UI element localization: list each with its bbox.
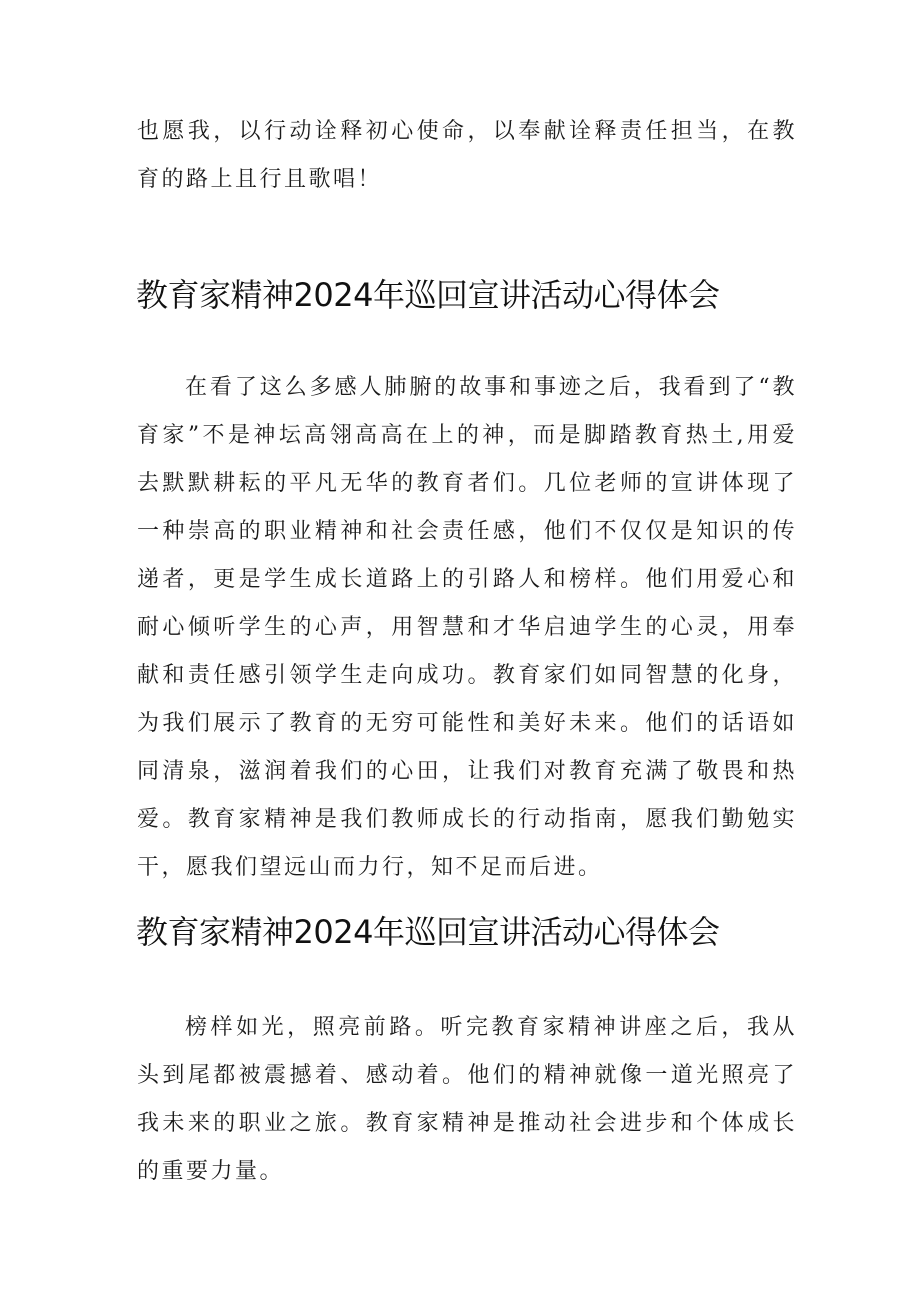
- section-title: 教育家精神2024年巡回宣讲活动心得体会: [136, 276, 720, 314]
- section-body: 榜样如光，照亮前路。听完教育家精神讲座之后，我从头到尾都被震撼着、感动着。他们的精神就像一道光照亮了我未来的职业之旅。教育家精神是推动社会进步和个体成长的重要力量。: [137, 1015, 797, 1184]
- intro-paragraph: 也愿我，以行动诠释初心使命，以奉献诠释责任担当，在教育的路上且行且歌唱！: [137, 119, 797, 192]
- section-title: 教育家精神2024年巡回宣讲活动心得体会: [136, 913, 720, 951]
- section-body: 在看了这么多感人肺腑的故事和事迹之后，我看到了“教育家”不是神坛高翎高高在上的神，而是脚踏教育热土,用爱去默默耕耘的平凡无华的教育者们。几位老师的宣讲体现了一种崇高的职业精神和社会责任感，他们不仅仅是知识的传递者，更是学生成长道路上的引路人和榜样。他们用爱心和耐心倾听学生的心声，用智慧和才华启迪学生的心灵，用奉献和责任感引领学生走向成功。教育家们如同智慧的化身，为我们展示了教育的无穷可能性和美好未来。他们的话语如同清泉，滋润着我们的心田，让我们对教育充满了敬畏和热爱。教育家精神是我们教师成长的行动指南，愿我们勤勉实干，愿我们望远山而力行，知不足而后进。: [137, 375, 797, 880]
